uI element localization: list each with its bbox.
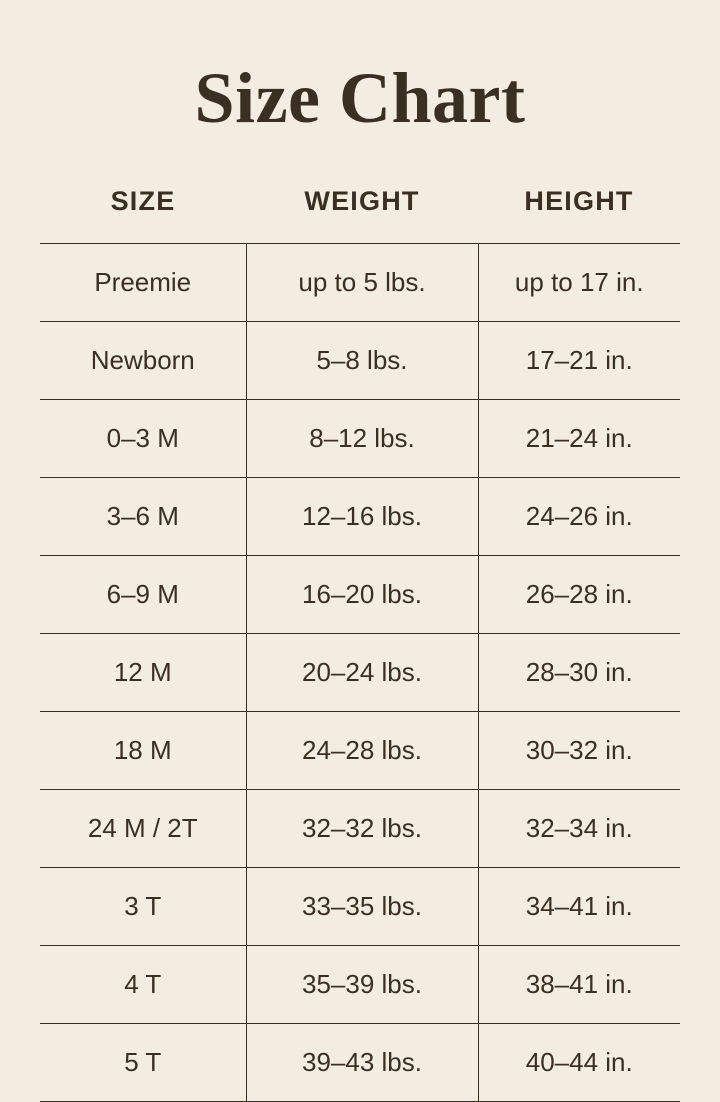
cell-weight: 8–12 lbs. bbox=[246, 400, 478, 478]
cell-size: Newborn bbox=[40, 322, 246, 400]
table-row bbox=[40, 400, 680, 478]
table-row bbox=[40, 1024, 680, 1102]
size-table bbox=[40, 186, 680, 1102]
cell-size: 6–9 M bbox=[40, 556, 246, 634]
cell-height: 32–34 in. bbox=[478, 790, 680, 868]
cell-height: 26–28 in. bbox=[478, 556, 680, 634]
table-row bbox=[40, 634, 680, 712]
cell-height: 28–30 in. bbox=[478, 634, 680, 712]
size-table-container bbox=[0, 186, 720, 1102]
cell-height: 30–32 in. bbox=[478, 712, 680, 790]
table-row bbox=[40, 712, 680, 790]
table-header bbox=[40, 186, 680, 244]
cell-size: 0–3 M bbox=[40, 400, 246, 478]
column-header-height: HEIGHT bbox=[524, 186, 634, 216]
cell-weight: 12–16 lbs. bbox=[246, 478, 478, 556]
cell-height: up to 17 in. bbox=[478, 244, 680, 322]
cell-size: 3 T bbox=[40, 868, 246, 946]
cell-height: 38–41 in. bbox=[478, 946, 680, 1024]
cell-height: 34–41 in. bbox=[478, 868, 680, 946]
table-body bbox=[40, 244, 680, 1102]
table-header-row bbox=[40, 186, 680, 244]
cell-weight: up to 5 lbs. bbox=[246, 244, 478, 322]
table-row bbox=[40, 868, 680, 946]
column-header-weight: WEIGHT bbox=[304, 186, 420, 216]
cell-weight: 33–35 lbs. bbox=[246, 868, 478, 946]
table-row bbox=[40, 946, 680, 1024]
table-row bbox=[40, 322, 680, 400]
table-row bbox=[40, 790, 680, 868]
table-row bbox=[40, 244, 680, 322]
cell-weight: 24–28 lbs. bbox=[246, 712, 478, 790]
cell-height: 17–21 in. bbox=[478, 322, 680, 400]
cell-size: 24 M / 2T bbox=[40, 790, 246, 868]
cell-weight: 5–8 lbs. bbox=[246, 322, 478, 400]
cell-size: 5 T bbox=[40, 1024, 246, 1102]
cell-height: 24–26 in. bbox=[478, 478, 680, 556]
cell-weight: 35–39 lbs. bbox=[246, 946, 478, 1024]
cell-size: 18 M bbox=[40, 712, 246, 790]
cell-size: Preemie bbox=[40, 244, 246, 322]
column-header-size: SIZE bbox=[110, 186, 176, 216]
cell-weight: 32–32 lbs. bbox=[246, 790, 478, 868]
cell-size: 3–6 M bbox=[40, 478, 246, 556]
table-row bbox=[40, 556, 680, 634]
table-row bbox=[40, 478, 680, 556]
cell-size: 12 M bbox=[40, 634, 246, 712]
cell-weight: 20–24 lbs. bbox=[246, 634, 478, 712]
cell-height: 21–24 in. bbox=[478, 400, 680, 478]
cell-height: 40–44 in. bbox=[478, 1024, 680, 1102]
cell-weight: 16–20 lbs. bbox=[246, 556, 478, 634]
cell-size: 4 T bbox=[40, 946, 246, 1024]
page-title: Size Chart bbox=[194, 58, 526, 138]
cell-weight: 39–43 lbs. bbox=[246, 1024, 478, 1102]
